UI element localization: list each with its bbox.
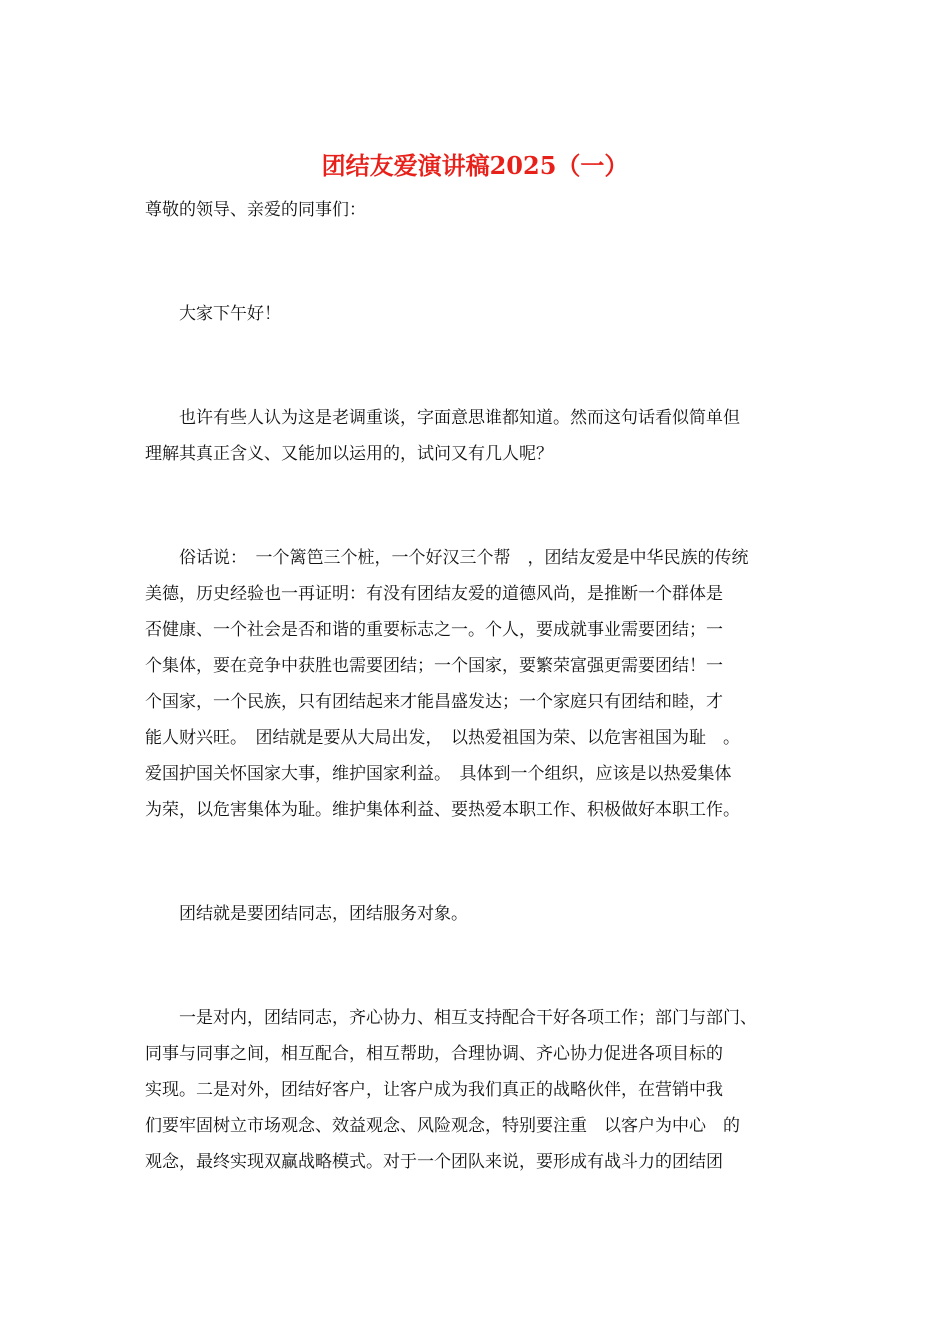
paragraph-line: 一是对内，团结同志，齐心协力、相互支持配合干好各项工作；部门与部门、 xyxy=(145,1008,757,1028)
document-title: 团结友爱演讲稿2025（一） xyxy=(321,151,629,180)
paragraph-line: 俗话说： 一个篱笆三个桩，一个好汉三个帮 ，团结友爱是中华民族的传统 xyxy=(145,548,749,568)
paragraph-line: 同事与同事之间，相互配合，相互帮助，合理协调、齐心协力促进各项目标的 xyxy=(145,1044,723,1064)
paragraph-line: 爱国护国关怀国家大事，维护国家利益。 具体到一个组织，应该是以热爱集体 xyxy=(145,764,732,784)
paragraph-line: 也许有些人认为这是老调重谈，字面意思谁都知道。然而这句话看似简单但 xyxy=(145,408,740,428)
paragraph-line: 实现。二是对外，团结好客户，让客户成为我们真正的战略伙伴，在营销中我 xyxy=(145,1080,723,1100)
paragraph-line: 团结就是要团结同志，团结服务对象。 xyxy=(145,904,468,924)
paragraph-line: 能人财兴旺。 团结就是要从大局出发， 以热爱祖国为荣、以危害祖国为耻 。 xyxy=(145,728,740,748)
paragraph-line: 美德，历史经验也一再证明：有没有团结友爱的道德风尚，是推断一个群体是 xyxy=(145,584,723,604)
paragraph-line: 否健康、一个社会是否和谐的重要标志之一。个人，要成就事业需要团结；一 xyxy=(145,620,723,640)
greeting: 大家下午好！ xyxy=(145,304,281,324)
paragraph-line: 为荣，以危害集体为耻。维护集体利益、要热爱本职工作、积极做好本职工作。 xyxy=(145,800,740,820)
paragraph-line: 理解其真正含义、又能加以运用的，试问又有几人呢？ xyxy=(145,444,553,464)
salutation: 尊敬的领导、亲爱的同事们： xyxy=(145,200,366,220)
paragraph-line: 观念，最终实现双赢战略模式。对于一个团队来说，要形成有战斗力的团结团 xyxy=(145,1152,723,1172)
paragraph-line: 个集体，要在竞争中获胜也需要团结；一个国家，要繁荣富强更需要团结！一 xyxy=(145,656,723,676)
paragraph-line: 个国家，一个民族，只有团结起来才能昌盛发达；一个家庭只有团结和睦，才 xyxy=(145,692,723,712)
paragraph-line: 们要牢固树立市场观念、效益观念、风险观念，特别要注重 以客户为中心 的 xyxy=(145,1116,740,1136)
